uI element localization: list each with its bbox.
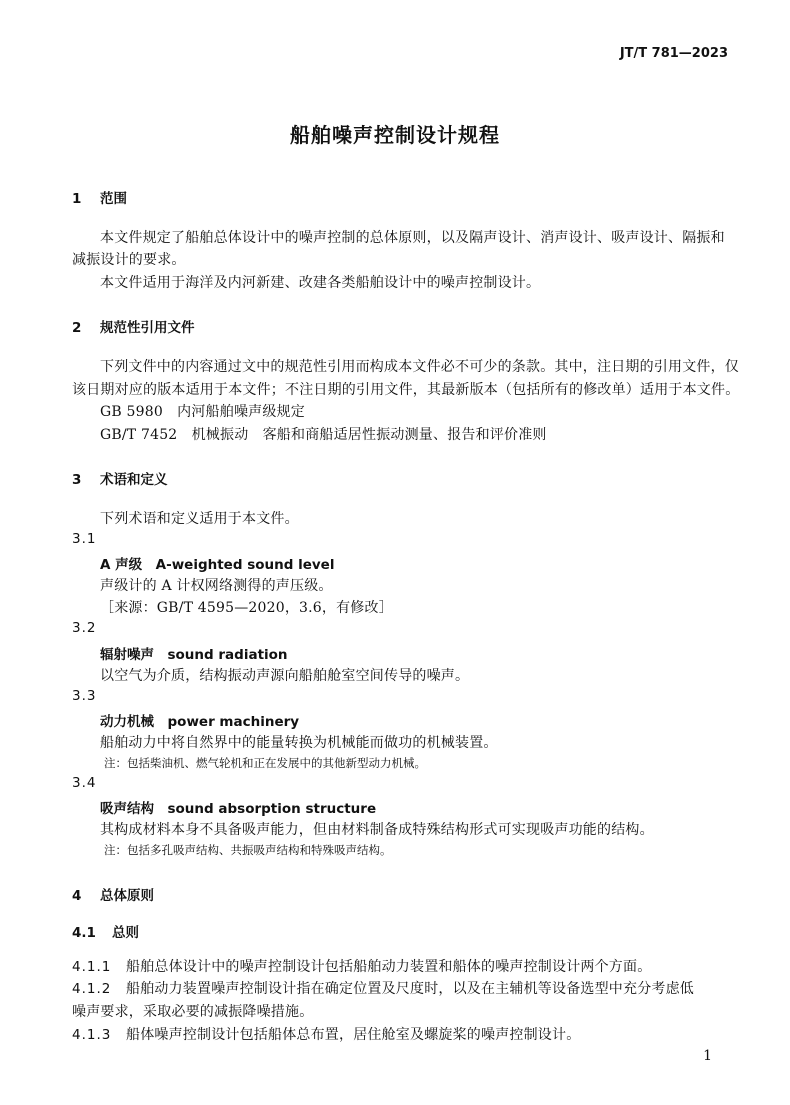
section-3-intro: 下列术语和定义适用于本文件。 (100, 511, 299, 527)
clause-item (72, 956, 651, 976)
page-number: 1 (703, 1048, 712, 1064)
reference-code: GB 5980 (100, 404, 163, 420)
reference-item (100, 401, 305, 421)
section-1-paragraph-line: 减振设计的要求。 (72, 252, 186, 268)
standard-number: JT/T 781—2023 (619, 46, 728, 61)
section-number: 1 (72, 191, 82, 207)
clause-number: 4.1.2 (72, 981, 112, 997)
term-source: ［来源：GB/T 4595—2020，3.6，有修改］ (100, 600, 393, 616)
section-title: 总体原则 (100, 888, 154, 904)
clause-text: 船体噪声控制设计包括船体总布置，居住舱室及螺旋桨的噪声控制设计。 (126, 1027, 581, 1043)
term-note: 注：包括多孔吸声结构、共振吸声结构和特殊吸声结构。 (104, 843, 392, 857)
document-title: 船舶噪声控制设计规程 (290, 123, 500, 147)
clause-text: 船舶总体设计中的噪声控制设计包括船舶动力装置和船体的噪声控制设计两个方面。 (126, 959, 652, 975)
term-definition: 以空气为介质，结构振动声源向船舶舱室空间传导的噪声。 (100, 668, 470, 684)
reference-title: 机械振动 客船和商船适居性振动测量、报告和评价准则 (191, 427, 547, 443)
reference-item (100, 424, 547, 444)
subsection-4-1-heading (72, 921, 139, 941)
section-number: 2 (72, 320, 82, 336)
section-2-paragraph-line: 该日期对应的版本适用于本文件；不注日期的引用文件，其最新版本（包括所有的修改单）适用于本文件。 (72, 382, 740, 398)
section-2-heading (72, 316, 195, 336)
section-number: 4 (72, 888, 82, 904)
term-number: 3.4 (72, 775, 97, 791)
section-3-heading (72, 468, 168, 488)
section-1-paragraph-line: 本文件规定了船舶总体设计中的噪声控制的总体原则，以及隔声设计、消声设计、吸声设计、隔振和 (100, 230, 725, 246)
subsection-title: 总则 (112, 925, 139, 941)
subsection-number: 4.1 (72, 925, 96, 941)
term-note: 注：包括柴油机、燃气轮机和正在发展中的其他新型动力机械。 (104, 756, 426, 770)
clause-continuation: 噪声要求，采取必要的减振降噪措施。 (72, 1004, 314, 1020)
section-4-heading (72, 884, 154, 904)
section-number: 3 (72, 472, 82, 488)
term-definition: 船舶动力中将自然界中的能量转换为机械能而做功的机械装置。 (100, 735, 498, 751)
section-1-heading (72, 187, 127, 207)
term-number: 3.1 (72, 531, 97, 547)
term-name: 动力机械 power machinery (100, 714, 300, 730)
clause-item (72, 978, 694, 998)
term-name: 辐射噪声 sound radiation (100, 647, 288, 663)
clause-text: 船舶动力装置噪声控制设计指在确定位置及尺度时，以及在主辅机等设备选型中充分考虑低 (126, 981, 694, 997)
reference-code: GB/T 7452 (100, 427, 178, 443)
term-name: A 声级 A-weighted sound level (100, 557, 335, 573)
section-2-paragraph-line: 下列文件中的内容通过文中的规范性引用而构成本文件必不可少的条款。其中，注日期的引用文件，仅 (100, 359, 739, 375)
term-number: 3.3 (72, 688, 97, 704)
clause-number: 4.1.3 (72, 1027, 112, 1043)
clause-number: 4.1.1 (72, 959, 112, 975)
section-title: 范围 (100, 191, 127, 207)
term-definition: 声级计的 A 计权网络测得的声压级。 (100, 578, 333, 594)
section-1-paragraph: 本文件适用于海洋及内河新建、改建各类船舶设计中的噪声控制设计。 (100, 275, 541, 291)
clause-item (72, 1024, 580, 1044)
reference-title: 内河船舶噪声级规定 (177, 404, 305, 420)
term-definition: 其构成材料本身不具备吸声能力，但由材料制备成特殊结构形式可实现吸声功能的结构。 (100, 822, 654, 838)
section-title: 规范性引用文件 (100, 320, 195, 336)
section-title: 术语和定义 (100, 472, 168, 488)
term-name: 吸声结构 sound absorption structure (100, 801, 377, 817)
term-number: 3.2 (72, 620, 97, 636)
